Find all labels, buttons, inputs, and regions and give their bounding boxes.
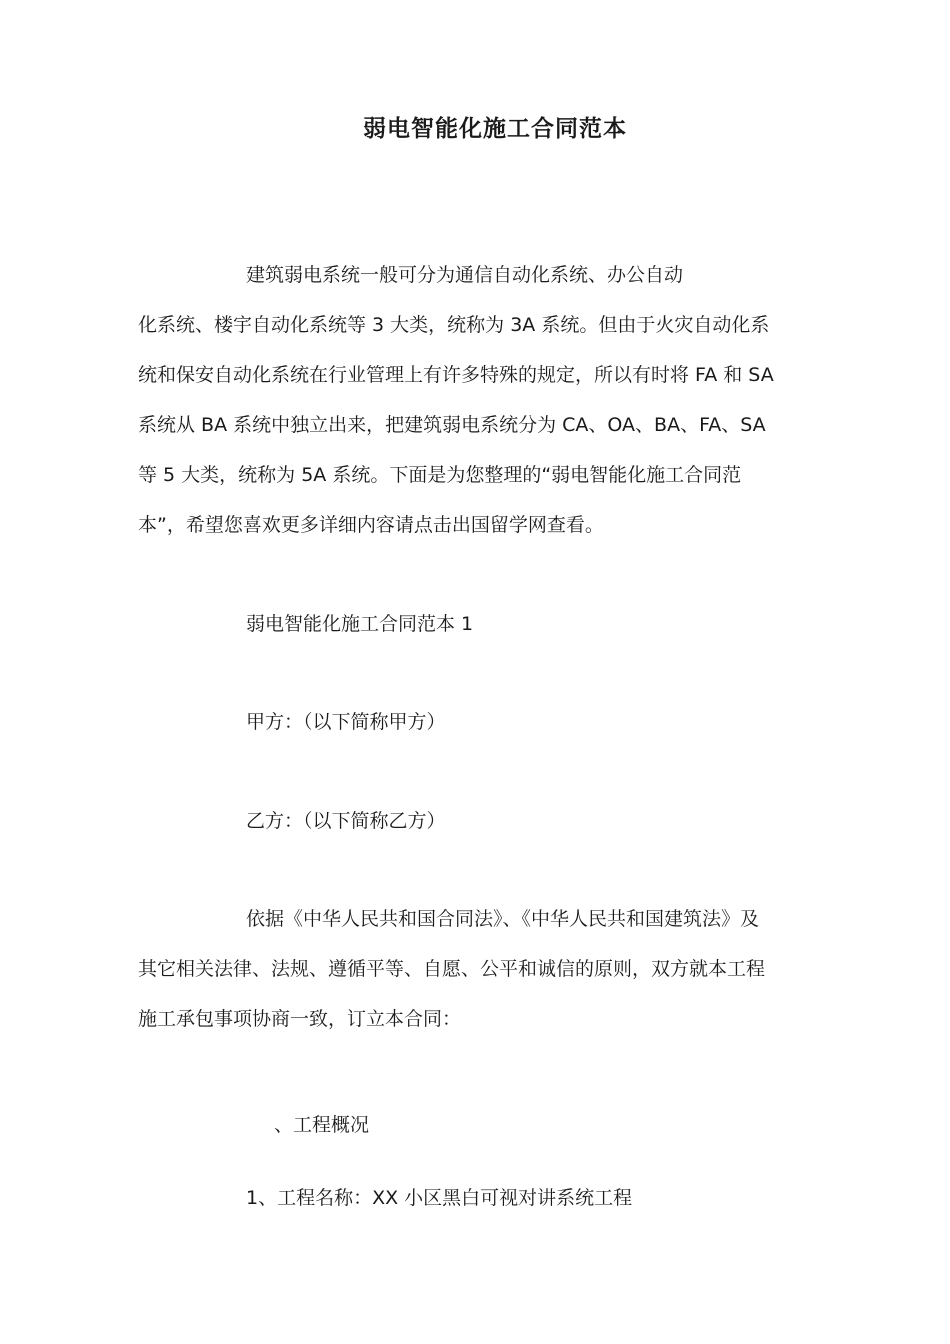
basis-line-3: 施工承包事项协商一致，订立本合同： (138, 1008, 462, 1030)
intro-line-4: 系统从 BA 系统中独立出来，把建筑弱电系统分为 CA、OA、BA、FA、SA (138, 414, 766, 436)
party-b-line: 乙方：（以下简称乙方） (246, 810, 446, 832)
intro-line-2: 化系统、楼宇自动化系统等 3 大类，统称为 3A 系统。但由于火灾自动化系 (138, 314, 770, 336)
party-a-line: 甲方：（以下简称甲方） (246, 711, 446, 733)
section-heading: 弱电智能化施工合同范本 1 (246, 613, 474, 635)
document-title: 弱电智能化施工合同范本 (363, 116, 627, 142)
intro-line-1: 建筑弱电系统一般可分为通信自动化系统、办公自动 (246, 264, 684, 286)
intro-line-5: 等 5 大类，统称为 5A 系统。下面是为您整理的“弱电智能化施工合同范 (138, 464, 742, 486)
intro-line-3: 统和保安自动化系统在行业管理上有许多特殊的规定，所以有时将 FA 和 SA (138, 364, 774, 386)
basis-line-1: 依据《中华人民共和国合同法》、《中华人民共和国建筑法》及 (246, 908, 760, 930)
basis-line-2: 其它相关法律、法规、遵循平等、自愿、公平和诚信的原则，双方就本工程 (138, 958, 766, 980)
chapter-heading: 、工程概况 (274, 1114, 370, 1136)
project-name-item: 1、工程名称：XX 小区黑白可视对讲系统工程 (246, 1187, 633, 1209)
intro-line-6: 本”，希望您喜欢更多详细内容请点击出国留学网查看。 (138, 514, 604, 536)
